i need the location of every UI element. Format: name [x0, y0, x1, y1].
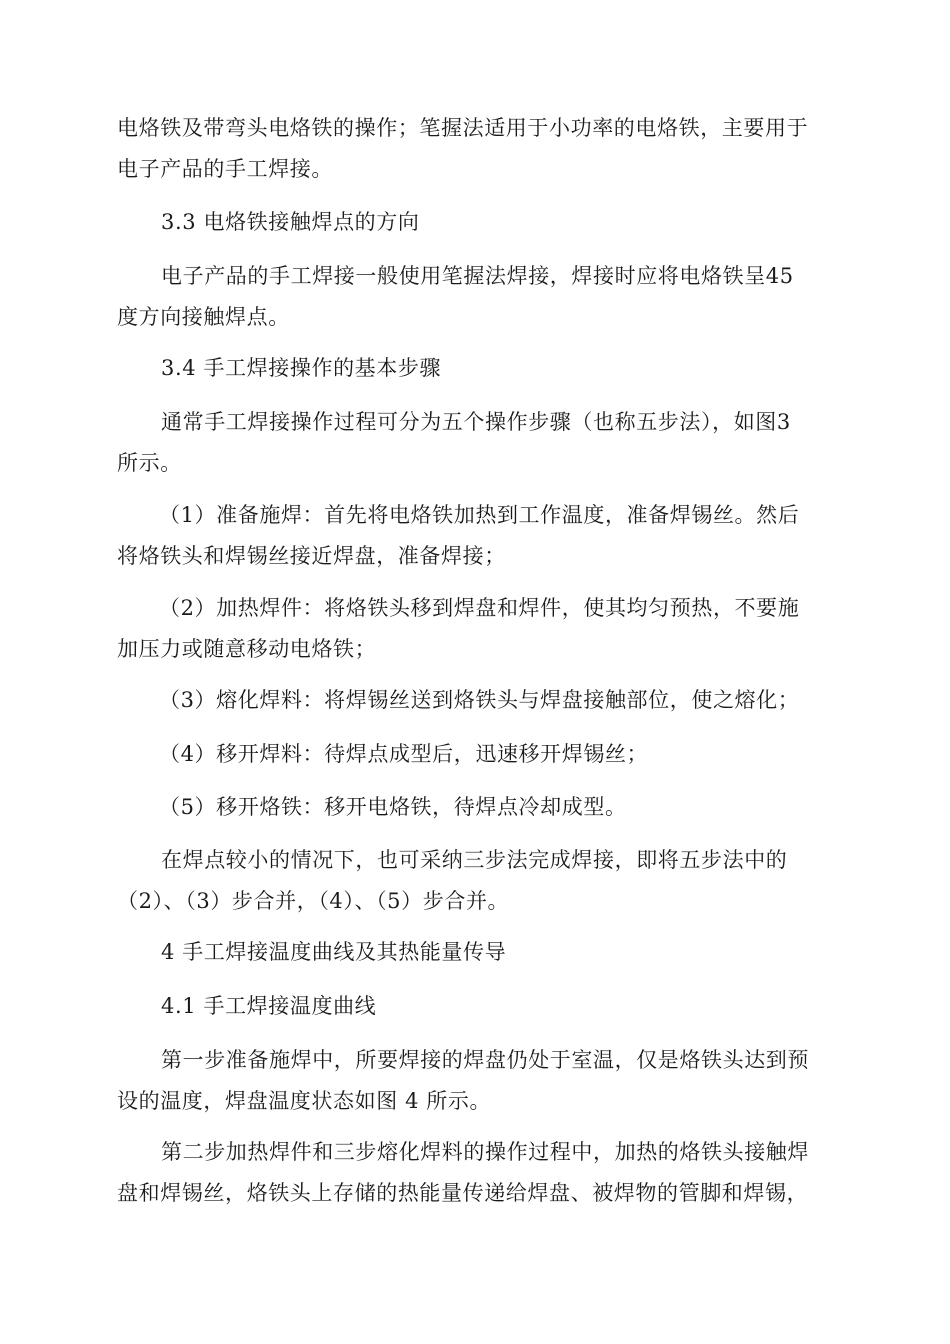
- text-line: 电子产品的手工焊接一般使用笔握法焊接，焊接时应将电烙铁呈45: [161, 264, 794, 288]
- section-heading-3-4: [117, 348, 835, 389]
- text-line: （4）移开焊料：待焊点成型后，迅速移开焊锡丝；: [159, 742, 649, 766]
- heading-text: 3.3 电烙铁接触焊点的方向: [161, 210, 420, 234]
- text-line: 通常手工焊接操作过程可分为五个操作步骤（也称五步法），如图3: [161, 410, 791, 434]
- text-line: （5）移开烙铁：移开电烙铁，待焊点冷却成型。: [159, 795, 627, 819]
- text-line: 电烙铁及带弯头电烙铁的操作；笔握法适用于小功率的电烙铁，主要用于: [117, 116, 809, 140]
- heading-text: 4.1 手工焊接温度曲线: [161, 994, 377, 1018]
- text-line: 加压力或随意移动电烙铁；: [117, 637, 377, 661]
- text-line: 在焊点较小的情况下，也可采纳三步法完成焊接，即将五步法中的: [161, 848, 788, 872]
- text-line: （3）熔化焊料：将焊锡丝送到烙铁头与焊盘接触部位，使之熔化；: [159, 688, 800, 712]
- text-line: 将烙铁头和焊锡丝接近焊盘，准备焊接；: [117, 544, 506, 568]
- text-line: （1）准备施焊：首先将电烙铁加热到工作温度，准备焊锡丝。然后: [159, 503, 800, 527]
- section-heading-3-3: [117, 202, 835, 243]
- paragraph-five-steps: [117, 402, 835, 484]
- step-1: [117, 495, 835, 577]
- step-5: [117, 787, 835, 828]
- step-3: [117, 680, 835, 721]
- section-heading-4: [117, 932, 835, 973]
- paragraph-step-two: [117, 1132, 835, 1214]
- text-line: 第二步加热焊件和三步熔化焊料的操作过程中，加热的烙铁头接触焊: [161, 1140, 809, 1164]
- paragraph-three-steps: [117, 840, 835, 922]
- text-line: 设的温度，焊盘温度状态如图 4 所示。: [117, 1089, 492, 1113]
- text-line: （2）加热焊件：将烙铁头移到焊盘和焊件，使其均匀预热，不要施: [159, 596, 800, 620]
- heading-text: 3.4 手工焊接操作的基本步骤: [161, 356, 442, 380]
- section-heading-4-1: [117, 986, 835, 1027]
- text-line: 第一步准备施焊中，所要焊接的焊盘仍处于室温，仅是烙铁头达到预: [161, 1048, 809, 1072]
- paragraph-continuation: [117, 108, 835, 190]
- text-line: 电子产品的手工焊接。: [117, 157, 333, 181]
- paragraph-45-degree: [117, 256, 835, 338]
- text-line: 所示。: [117, 451, 182, 475]
- text-line: （2）、（3）步合并，（4）、（5）步合并。: [117, 889, 510, 913]
- step-4: [117, 734, 835, 775]
- heading-text: 4 手工焊接温度曲线及其热能量传导: [161, 940, 507, 964]
- text-line: 度方向接触焊点。: [117, 305, 290, 329]
- text-line: 盘和焊锡丝，烙铁头上存储的热能量传递给焊盘、被焊物的管脚和焊锡，: [117, 1181, 809, 1205]
- paragraph-step-one: [117, 1040, 835, 1122]
- step-2: [117, 588, 835, 670]
